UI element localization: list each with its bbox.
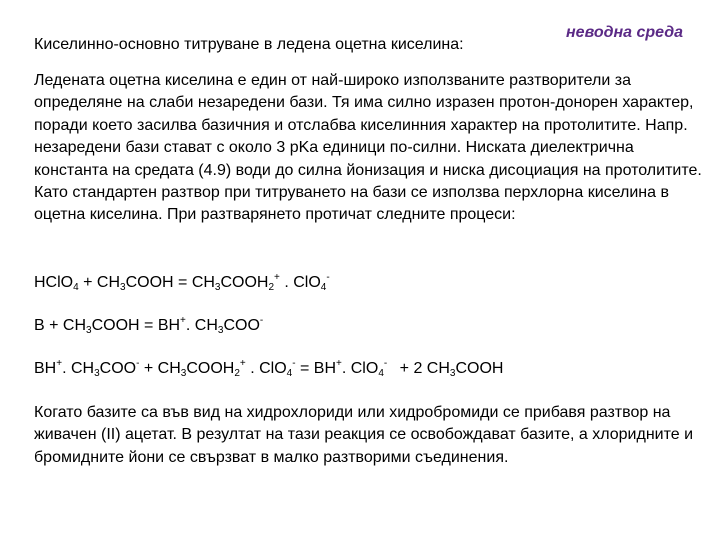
equation-perchloric-acid: HClO$_4$ + $CH_3COOH$ = $CH_3COOH_2^+$ . ClO$_4$-: [34, 272, 330, 293]
intro-paragraph: Ледената оцетна киселина е един от най-широко използваните разтворители за определяне на слаби незаредени бази. Тя има силно изразен протон-донорен характер, поради което засилва базичния и отслабва киселинния характер на протолитите. Напр. незаредени бази стават с около 3 pKa единици по-силни. Ниската диелектрична константа на средата (4.9) води до силна йонизация и ниска дисоциация на протолитите. Като стандартен разтвор при титруването на бази се използва перхлорна киселина в оцетна киселина. При разтварянето протичат следните процеси:: [34, 72, 702, 224]
conclusion-paragraph: Когато базите са във вид на хидрохлориди или хидробромиди се прибавя разтвор на живачен (II) ацетат. В резултат на тази реакция се освобождават базите, а хлоридните и бромидните йони се свързват в малко разтворими съединения.: [34, 404, 694, 466]
topic-tag: неводна среда: [566, 24, 684, 41]
equation-base-dissolution: $B + CH_3COOH = BH^+$. $CH_3COO^-$: [34, 315, 264, 336]
slide-title: Киселинно-основно титруване в ледена оцетна киселина:: [34, 36, 464, 53]
equation-titration-reaction: BH+. $CH_3COO^-$ + $CH_3COOH_2^+$ . ClO$_4$- = BH+. ClO$_4$- + 2 $CH_3COOH$: [34, 358, 504, 379]
